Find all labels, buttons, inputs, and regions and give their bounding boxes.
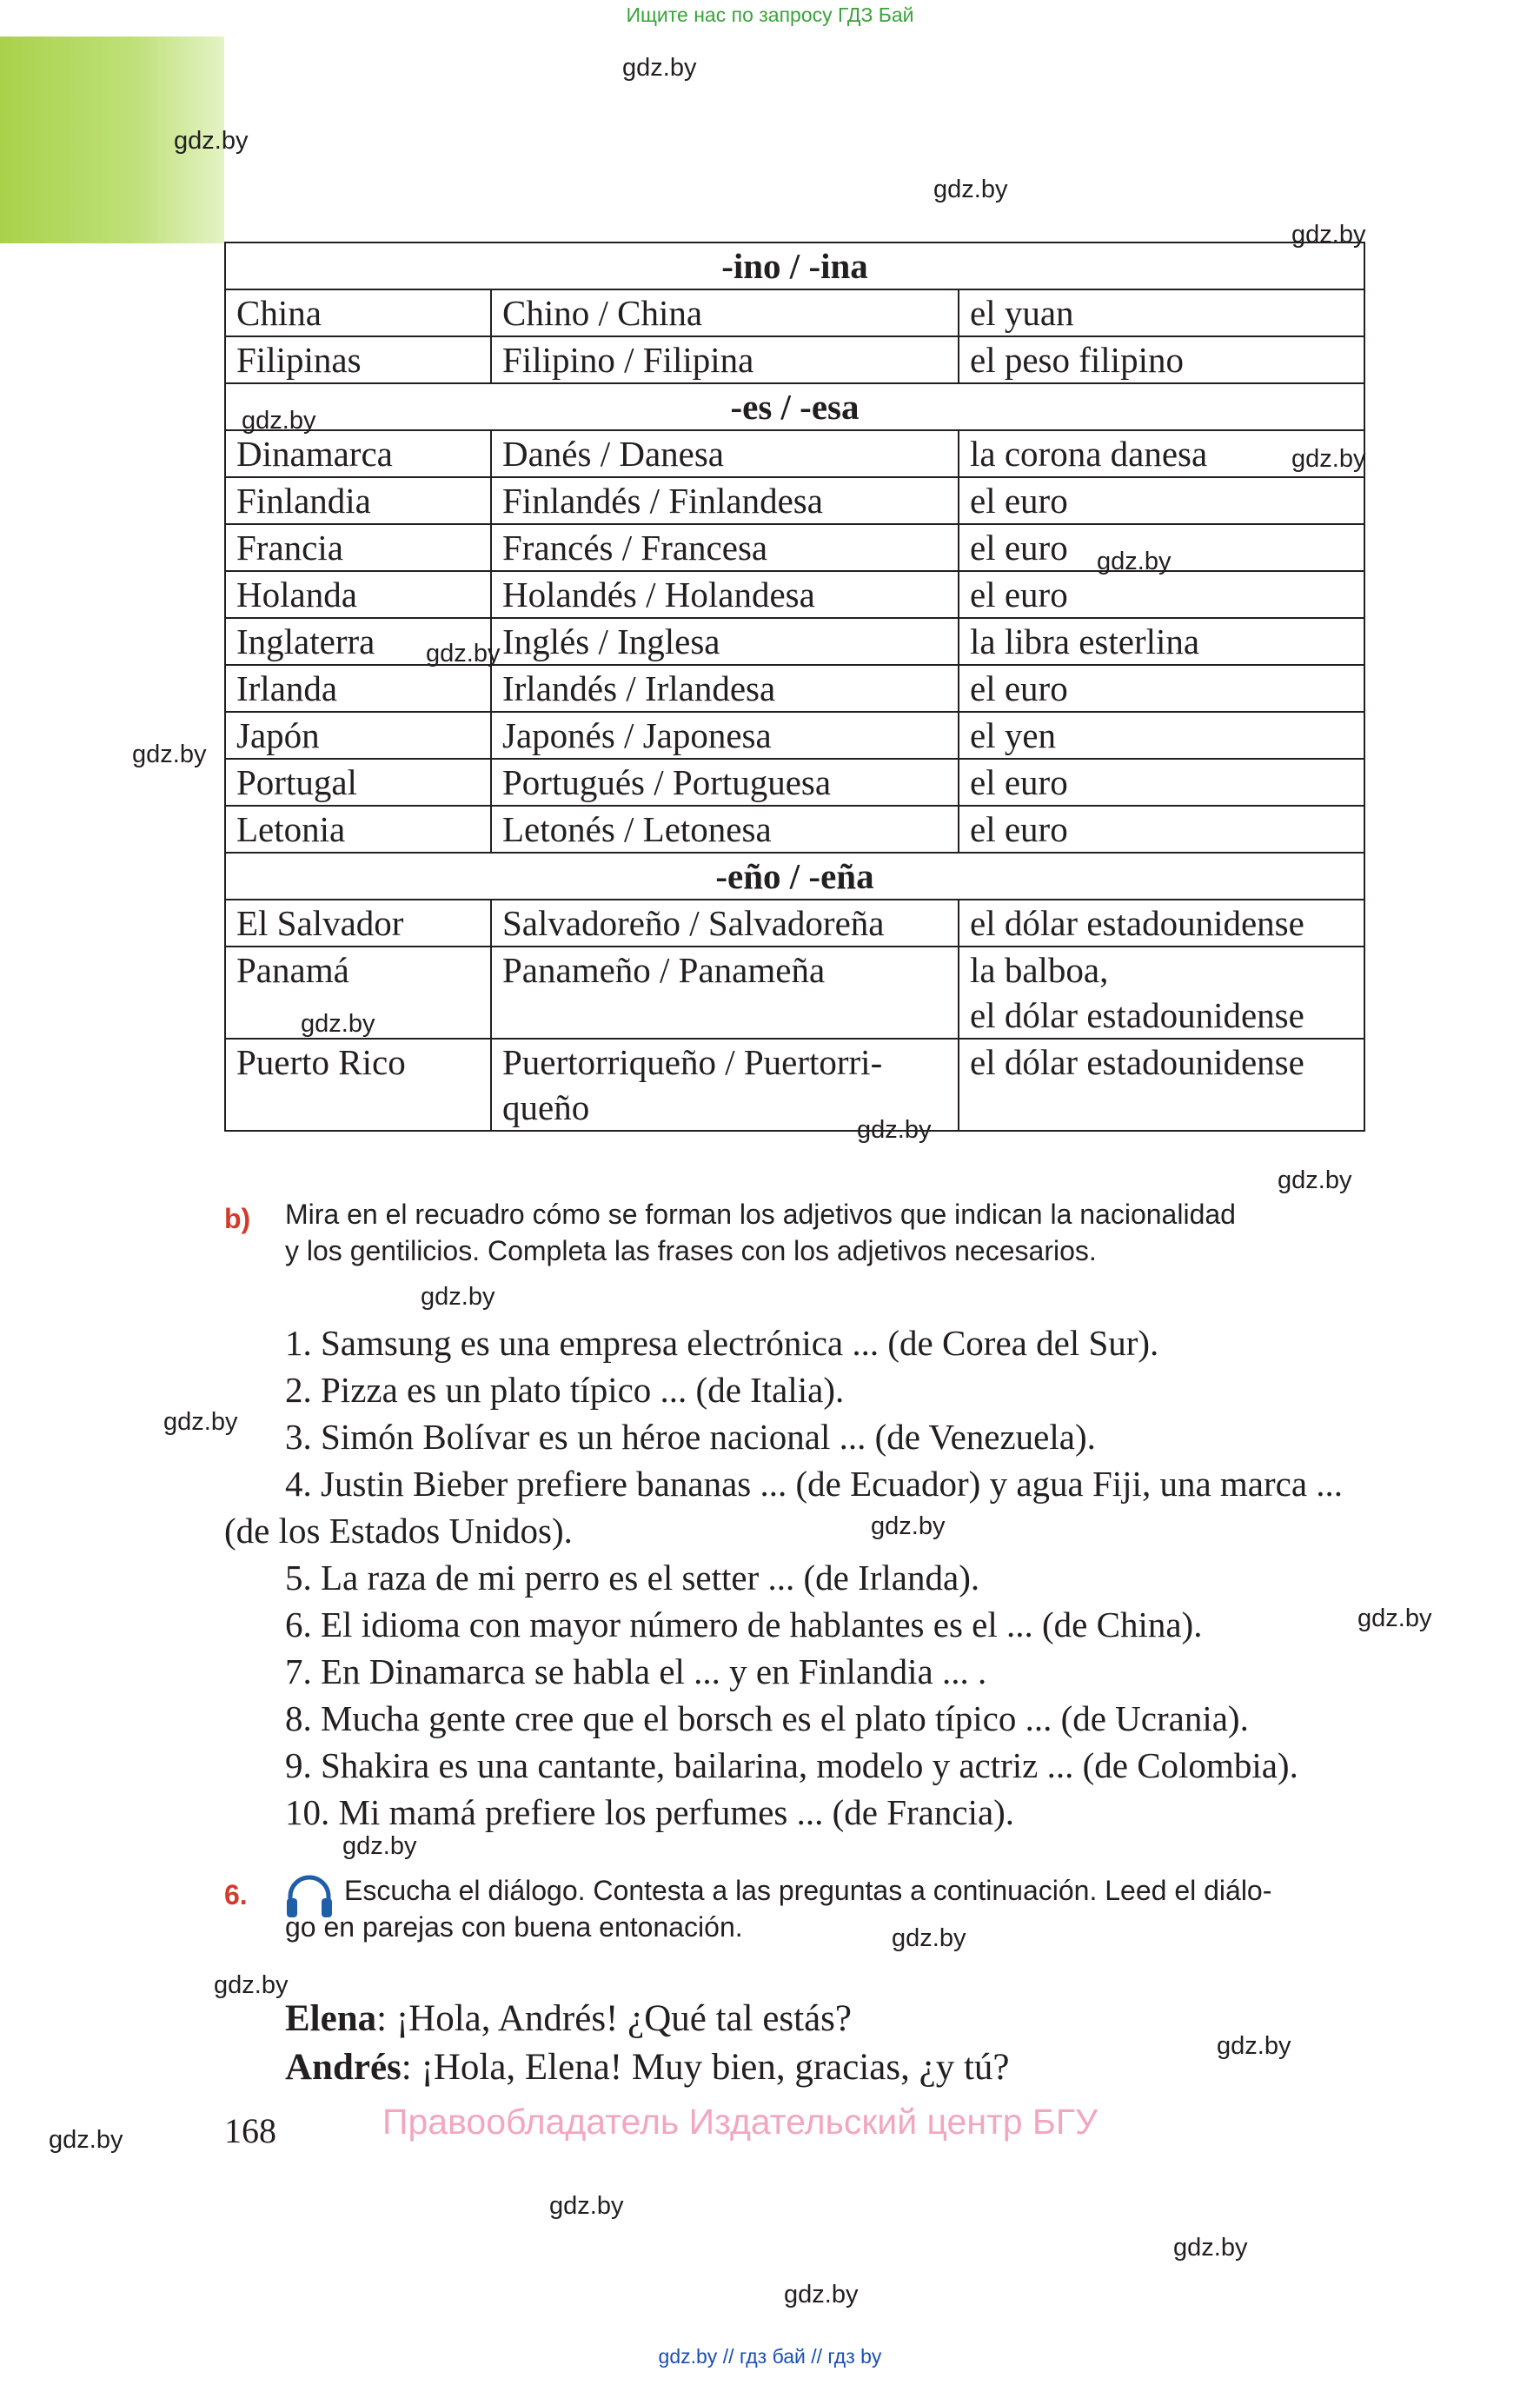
exercise-sentence: 10. Mi mamá prefiere los perfumes ... (de Francia). [285, 1792, 1015, 1832]
task-b-line: y los gentilicios. Completa las frases con los adjetivos necesarios. [285, 1235, 1097, 1266]
adjective-cell: Inglés / Inglesa [491, 618, 959, 665]
watermark: gdz.by [1291, 445, 1366, 473]
exercise-sentence: 6. El idioma con mayor número de hablantes es el ... (de China). [285, 1604, 1203, 1644]
speaker-name: Andrés [285, 2047, 402, 2088]
task-b-instructions [285, 1196, 1371, 1269]
dialog-text: : ¡Hola, Andrés! ¿Qué tal estás? [376, 1998, 853, 2039]
table-row [225, 336, 1364, 383]
watermark: gdz.by [421, 1283, 495, 1311]
task-6-line: Escucha el diálogo. Contesta a las preguntas a continuación. Leed el diálo- [344, 1875, 1272, 1906]
exercise-sentence: 9. Shakira es una cantante, bailarina, modelo y actriz ... (de Colombia). [285, 1745, 1298, 1785]
country-cell: Letonia [225, 806, 491, 853]
table-row [225, 900, 1364, 947]
currency-cell: el euro [959, 477, 1364, 524]
exercise-sentence: 7. En Dinamarca se habla el ... y en Finlandia ... . [285, 1651, 987, 1691]
watermark: gdz.by [1291, 221, 1366, 249]
footer-links: gdz.by // гдз бай // гдз by [658, 2345, 882, 2368]
adjective-cell: Salvadoreño / Salvadoreña [491, 900, 959, 947]
copyright-notice: Правообладатель Издательский центр БГУ [382, 2102, 1099, 2142]
exercise-sentence: 1. Samsung es una empresa electrónica ... (de Corea del Sur). [285, 1323, 1159, 1363]
watermark: gdz.by [163, 1408, 238, 1436]
country-cell: Panamá [225, 947, 491, 1039]
watermark: gdz.by [174, 127, 249, 155]
dialog-line [285, 2046, 1010, 2089]
currency-cell: el euro [959, 806, 1364, 853]
country-cell: Francia [225, 524, 491, 571]
adjective-cell: Panameño / Panameña [491, 947, 959, 1039]
watermark: gdz.by [342, 1832, 417, 1860]
currency-cell: el yuan [959, 289, 1364, 336]
country-cell: Holanda [225, 571, 491, 618]
watermark: gdz.by [1217, 2032, 1291, 2060]
adjective-cell: Filipino / Filipina [491, 336, 959, 383]
country-cell: China [225, 289, 491, 336]
country-cell: Puerto Rico [225, 1039, 491, 1131]
exercise-sentence: 5. La raza de mi perro es el setter ... (de Irlanda). [285, 1558, 980, 1598]
task-b-label: b) [224, 1203, 251, 1234]
adjective-cell: Japonés / Japonesa [491, 712, 959, 759]
task-6-label: 6. [224, 1879, 248, 1910]
currency-cell: el euro [959, 759, 1364, 806]
table-row [225, 665, 1364, 712]
currency-cell: el dólar estadounidense [959, 900, 1364, 947]
country-cell: Finlandia [225, 477, 491, 524]
dialog-line [285, 1997, 852, 2040]
dialog-text: : ¡Hola, Elena! Muy bien, gracias, ¿y tú? [401, 2047, 1010, 2088]
currency-cell: el dólar estadounidense [959, 1039, 1364, 1131]
adjective-cell: Holandés / Holandesa [491, 571, 959, 618]
speaker-name: Elena [285, 1998, 377, 2039]
suffix-header: -ino / -ina [225, 242, 1364, 289]
watermark: gdz.by [49, 2126, 123, 2154]
table-row [225, 289, 1364, 336]
table-row [225, 806, 1364, 853]
exercise-sentence: (de los Estados Unidos). [224, 1511, 573, 1551]
watermark: gdz.by [214, 1971, 289, 1999]
task-6-line: go en parejas con buena entonación. [285, 1911, 743, 1943]
watermark: gdz.by [892, 1924, 966, 1952]
currency-cell: la libra esterlina [959, 618, 1364, 665]
task-6-instructions [285, 1872, 1387, 1945]
country-cell: Japón [225, 712, 491, 759]
adjective-cell: Danés / Danesa [491, 430, 959, 477]
page-number: 168 [224, 2111, 276, 2150]
watermark: gdz.by [857, 1116, 932, 1144]
country-cell: Filipinas [225, 336, 491, 383]
watermark: gdz.by [933, 176, 1008, 203]
table-row [225, 477, 1364, 524]
exercise-sentence: 2. Pizza es un plato típico ... (de Italia). [285, 1370, 845, 1410]
watermark: gdz.by [871, 1512, 946, 1540]
currency-cell: el euro [959, 524, 1364, 571]
suffix-header: -eño / -eña [225, 853, 1364, 900]
watermark: gdz.by [242, 407, 316, 435]
table-row [225, 430, 1364, 477]
suffix-header: -es / -esa [225, 383, 1364, 430]
watermark: gdz.by [301, 1010, 375, 1038]
adjective-cell: Finlandés / Finlandesa [491, 477, 959, 524]
currency-cell: el euro [959, 665, 1364, 712]
watermark: gdz.by [784, 2281, 859, 2309]
top-search-note: Ищите нас по запросу ГДЗ Бай [626, 3, 914, 26]
adjective-cell: Portugués / Portuguesa [491, 759, 959, 806]
nationality-table [224, 242, 1365, 1132]
table-row [225, 571, 1364, 618]
table-row [225, 618, 1364, 665]
adjective-cell: Letonés / Letonesa [491, 806, 959, 853]
country-cell: Inglaterra [225, 618, 491, 665]
currency-cell: el peso filipino [959, 336, 1364, 383]
adjective-cell: Chino / China [491, 289, 959, 336]
currency-cell: la corona danesa [959, 430, 1364, 477]
table-row [225, 759, 1364, 806]
exercise-sentence: 3. Simón Bolívar es un héroe nacional ... (de Venezuela). [285, 1417, 1096, 1457]
watermark: gdz.by [1278, 1166, 1352, 1194]
country-cell: Dinamarca [225, 430, 491, 477]
adjective-cell: Puertorriqueño / Puertorri- queño [491, 1039, 959, 1131]
table-row [225, 1039, 1364, 1131]
table-row [225, 524, 1364, 571]
currency-cell: la balboa, el dólar estadounidense [959, 947, 1364, 1039]
exercise-sentence: 8. Mucha gente cree que el borsch es el plato típico ... (de Ucrania). [285, 1698, 1249, 1738]
task-b-line: Mira en el recuadro cómo se forman los adjetivos que indican la nacionalidad [285, 1199, 1236, 1230]
adjective-cell: Irlandés / Irlandesa [491, 665, 959, 712]
country-cell: Irlanda [225, 665, 491, 712]
table-row [225, 947, 1364, 1039]
country-cell: El Salvador [225, 900, 491, 947]
watermark: gdz.by [549, 2192, 624, 2220]
country-cell: Portugal [225, 759, 491, 806]
watermark: gdz.by [1173, 2234, 1248, 2262]
watermark: gdz.by [1097, 548, 1172, 575]
table-row [225, 712, 1364, 759]
exercise-sentence: 4. Justin Bieber prefiere bananas ... (de Ecuador) y agua Fiji, una marca ... [285, 1464, 1344, 1504]
watermark: gdz.by [1357, 1604, 1432, 1632]
currency-cell: el euro [959, 571, 1364, 618]
currency-cell: el yen [959, 712, 1364, 759]
watermark: gdz.by [426, 640, 501, 668]
watermark: gdz.by [622, 54, 697, 82]
watermark: gdz.by [132, 741, 207, 768]
adjective-cell: Francés / Francesa [491, 524, 959, 571]
